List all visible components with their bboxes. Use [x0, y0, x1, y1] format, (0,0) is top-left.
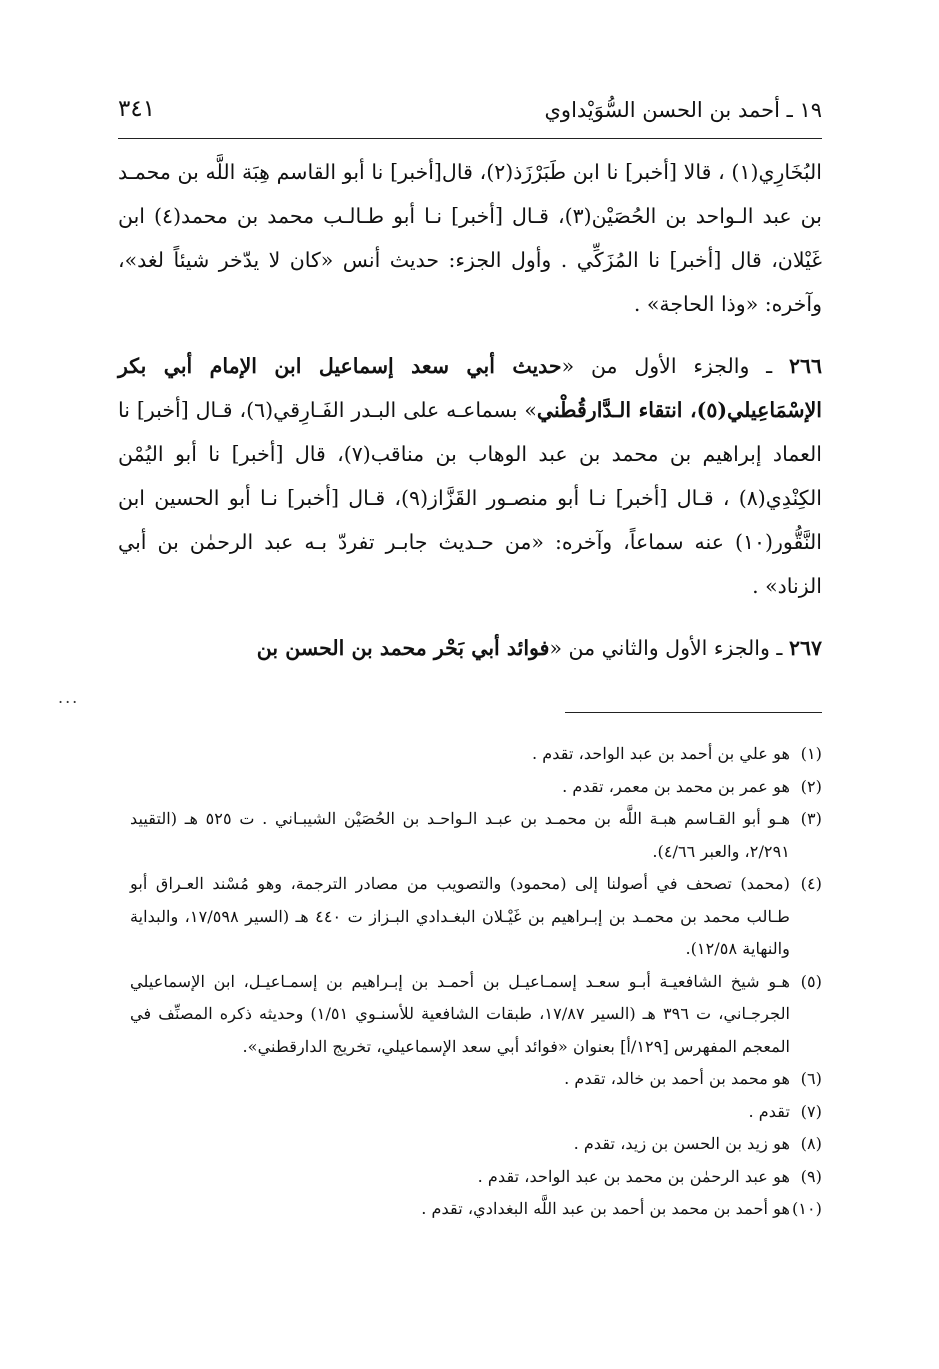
footnote-text: هو أحمد بن محمد بن أحمد بن عبد اللَّه البغدادي، تقدم .: [421, 1199, 790, 1218]
footnotes: [130, 738, 822, 1226]
footnote-separator: [565, 712, 822, 713]
running-title: ١٩ ـ أحمد بن الحسن السُّوَيْداوي: [544, 98, 822, 122]
footnote-number: (٩): [800, 1166, 822, 1186]
entry-267: [118, 626, 822, 670]
footnote: [130, 966, 822, 1064]
footnote-number: (١): [800, 744, 822, 763]
footnote: [130, 1128, 822, 1161]
entry-title: حديث أبي سعد إسماعيل ابن الإمام أبي بكر الإسْمَاعِيلي(٥)، انتقاء الـدَّارقُطْني: [118, 354, 822, 422]
footnote: [130, 1193, 822, 1226]
footnote: [130, 1161, 822, 1194]
footnote: [130, 868, 822, 966]
footnote-text: (محمد) تصحف في أصولنا إلى (محمود) والتصويب من مصادر الترجمة، وهو مُسْند العـراق أبو طـالب محمد بن محمـد بن إبـراهيم بن غَيْـلان البغـدادي البـزاز ت ٤٤٠ هـ (السير ١٧/٥٩٨، والبداية والنهاية ١٢/٥٨).: [130, 874, 790, 958]
footnote: [130, 771, 822, 804]
entry-number: ٢٦٦: [788, 354, 823, 378]
main-text: [118, 150, 822, 688]
paragraph-continuation: البُخَارِي(١) ، قالا [أخبر] نا ابن طَبَرْزَذ(٢)، قال[أخبر] نا أبو القاسم هِبَة اللَّه بن محمـد بن عبد الـواحد بن الحُصَيْن(٣)، قـال [أخبر] نـا أبو طـالـب محمد بن محمد(٤) ابن غَيْلان، قال [أخبر] نا المُزَكِّي . وأول الجزء: حديث أنس «كان لا يدّخر شيئاً لغد»، وآخره: «وذا الحاجة» .: [118, 160, 823, 316]
footnote-text: هو زيد بن الحسن بن زيد، تقدم .: [573, 1134, 790, 1153]
entry-title: فوائد أبي بَحْر محمد بن الحسن بن: [256, 636, 550, 660]
footnote-text: تقدم .: [748, 1101, 790, 1121]
page-number: ٣٤١: [118, 96, 156, 122]
footnote-number: (٥): [800, 971, 822, 991]
footnote-number: (٢): [800, 776, 822, 796]
footnote-number: (٦): [800, 1069, 822, 1088]
page-header: [118, 88, 822, 139]
footnote-text: هو عمر بن محمد بن معمر، تقدم .: [562, 776, 790, 796]
entry-lead: ـ والجزء الأول من «: [561, 354, 789, 378]
footnote: [130, 803, 822, 868]
footnote-number: (٤): [800, 874, 822, 893]
footnote-text: هو علي بن أحمد بن عبد الواحد، تقدم .: [531, 744, 790, 763]
footnote: [130, 738, 822, 771]
footnote-number: (١٠): [791, 1199, 822, 1218]
footnote: [130, 1063, 822, 1096]
footnote-text: هـو أبو القـاسم هبـة اللَّه بن محمـد بن عبـد الـواحـد بن الحُصَيْن الشيبـاني . ت ٥٢٥ هـ (التقييد ٢/٢٩١، والعبر ٤/٦٦).: [130, 809, 790, 861]
footnote-number: (٣): [800, 809, 822, 828]
entry-text: » بسماعـه على البـدر الفَـارِقي(٦)، قـال [أخبر] نا العماد إبراهيم بن محمد بن عبد الوهاب بن مناقب(٧)، قال [أخبر] نا أبو اليُمْن الكِنْدِي(٨) ، قـال [أخبر] نـا أبو منصـور القَزَّاز(٩)، قـال [أخبر] نـا أبو الحسين ابن النَّقُّور(١٠) عنه سماعاً، وآخره: «من حـديث جابـر تفردّ بـه عبد الرحمٰن بن أبي الزناد» .: [118, 398, 823, 598]
footnote-text: هو محمد بن أحمد بن خالد، تقدم .: [564, 1069, 790, 1088]
footnote-number: (٨): [800, 1134, 822, 1153]
footnote: [130, 1096, 822, 1129]
entry-lead: ـ والجزء الأول والثاني من «: [549, 636, 789, 660]
margin-marks: ...: [58, 688, 80, 707]
entry-266: [118, 344, 822, 608]
footnote-text: هـو شيخ الشافعيـة أبـو سعـد إسمـاعيـل بن أحمـد بن إبـراهيم بن إسمـاعيـل، ابن الإسماعيلي الجرجـاني، ت ٣٩٦ هـ (السير ١٧/٨٧، طبقات الشافعية للأسنـوي ١/٥١) وحديثه ذكره المصنِّف في المعجم المفهرس [١٢٩/أ] بعنوان «فوائد أبي سعد الإسماعيلي، تخريج الدارقطني».: [130, 971, 790, 1056]
entry-number: ٢٦٧: [788, 636, 822, 660]
footnote-text: هو عبد الرحمٰن بن محمد بن عبد الواحد، تقدم .: [477, 1166, 790, 1186]
footnote-number: (٧): [800, 1101, 822, 1121]
